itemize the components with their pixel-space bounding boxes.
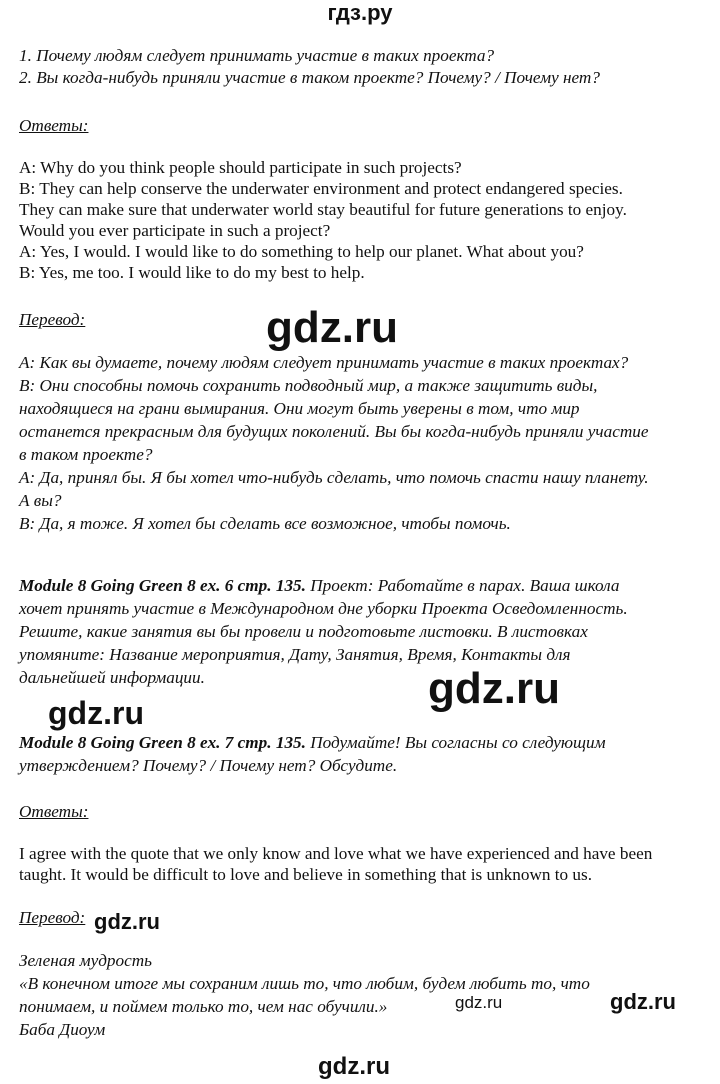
ex7-heading xyxy=(19,732,606,753)
ex6-text: Проект: Работайте в парах. Ваша школа xyxy=(305,576,620,595)
watermark-logo: gdz.ru xyxy=(455,993,503,1012)
dialogue-ru-line: находящиеся на грани вымирания. Они могут быть уверены в том, что мир xyxy=(19,399,580,418)
watermark-logo: gdz.ru xyxy=(610,989,676,1014)
dialogue-en-line: B: Yes, me too. I would like to do my best to help. xyxy=(19,263,365,282)
question-1: 1. Почему людям следует принимать участие в таких проекта? xyxy=(19,46,495,65)
watermark-logo: gdz.ru xyxy=(428,664,560,713)
dialogue-ru-line: В: Да, я тоже. Я хотел бы сделать все возможное, чтобы помочь. xyxy=(19,514,511,533)
ex6-line: хочет принять участие в Международном дне уборки Проекта Осведомленность. xyxy=(19,599,628,618)
dialogue-ru-line: в таком проекте? xyxy=(19,445,153,464)
quote-line: понимаем, и поймем только то, чем нас обучили.» xyxy=(19,997,388,1016)
dialogue-en-line: Would you ever participate in such a project? xyxy=(19,221,331,240)
question-2: 2. Вы когда-нибудь приняли участие в таком проекте? Почему? / Почему нет? xyxy=(19,68,600,87)
quote-line: «В конечном итоге мы сохраним лишь то, что любим, будем любить то, что xyxy=(19,974,590,993)
watermark-logo: gdz.ru xyxy=(318,1053,390,1080)
answer-en-line: taught. It would be difficult to love and believe in something that is unknown to us. xyxy=(19,865,592,884)
dialogue-ru-line: А вы? xyxy=(19,491,62,510)
ex6-title: Module 8 Going Green 8 ex. 6 стр. 135. xyxy=(19,576,306,595)
ex7-title: Module 8 Going Green 8 ex. 7 стр. 135. xyxy=(19,733,306,752)
dialogue-en-line: A: Yes, I would. I would like to do something to help our planet. What about you? xyxy=(19,242,584,261)
ex6-line: упомяните: Название мероприятия, Дату, Занятия, Время, Контакты для xyxy=(19,645,571,664)
translation-label: Перевод: xyxy=(19,310,86,329)
dialogue-ru-line: А: Да, принял бы. Я бы хотел что-нибудь сделать, что помочь спасти нашу планету. xyxy=(19,468,649,487)
dialogue-ru-line: В: Они способны помочь сохранить подводный мир, а также защитить виды, xyxy=(19,376,598,395)
dialogue-en-line: A: Why do you think people should participate in such projects? xyxy=(19,158,462,177)
site-header[interactable]: гдз.ру xyxy=(327,0,393,25)
dialogue-ru-line: останется прекрасным для будущих поколений. Вы бы когда-нибудь приняли участие xyxy=(19,422,649,441)
watermark-logo: gdz.ru xyxy=(48,695,144,731)
ex6-line: дальнейшей информации. xyxy=(19,668,205,687)
quote-title: Зеленая мудрость xyxy=(19,951,152,970)
dialogue-ru-line: А: Как вы думаете, почему людям следует принимать участие в таких проектах? xyxy=(19,353,629,372)
dialogue-en-line: They can make sure that underwater world stay beautiful for future generations to enjoy. xyxy=(19,200,627,219)
translation-label: Перевод: xyxy=(19,908,86,927)
ex7-text: Подумайте! Вы согласны со следующим xyxy=(305,733,606,752)
ex7-line: утверждением? Почему? / Почему нет? Обсудите. xyxy=(19,756,398,775)
dialogue-en-line: B: They can help conserve the underwater environment and protect endangered species. xyxy=(19,179,623,198)
answers-label: Ответы: xyxy=(19,802,89,821)
answer-en-line: I agree with the quote that we only know and love what we have experienced and have been xyxy=(19,844,653,863)
ex6-line: Решите, какие занятия вы бы провели и подготовьте листовки. В листовках xyxy=(19,622,588,641)
quote-author: Баба Диоум xyxy=(19,1020,106,1039)
watermark-logo: gdz.ru xyxy=(266,303,398,352)
ex6-heading xyxy=(19,575,619,596)
watermark-logo: gdz.ru xyxy=(94,909,160,934)
answers-label: Ответы: xyxy=(19,116,89,135)
